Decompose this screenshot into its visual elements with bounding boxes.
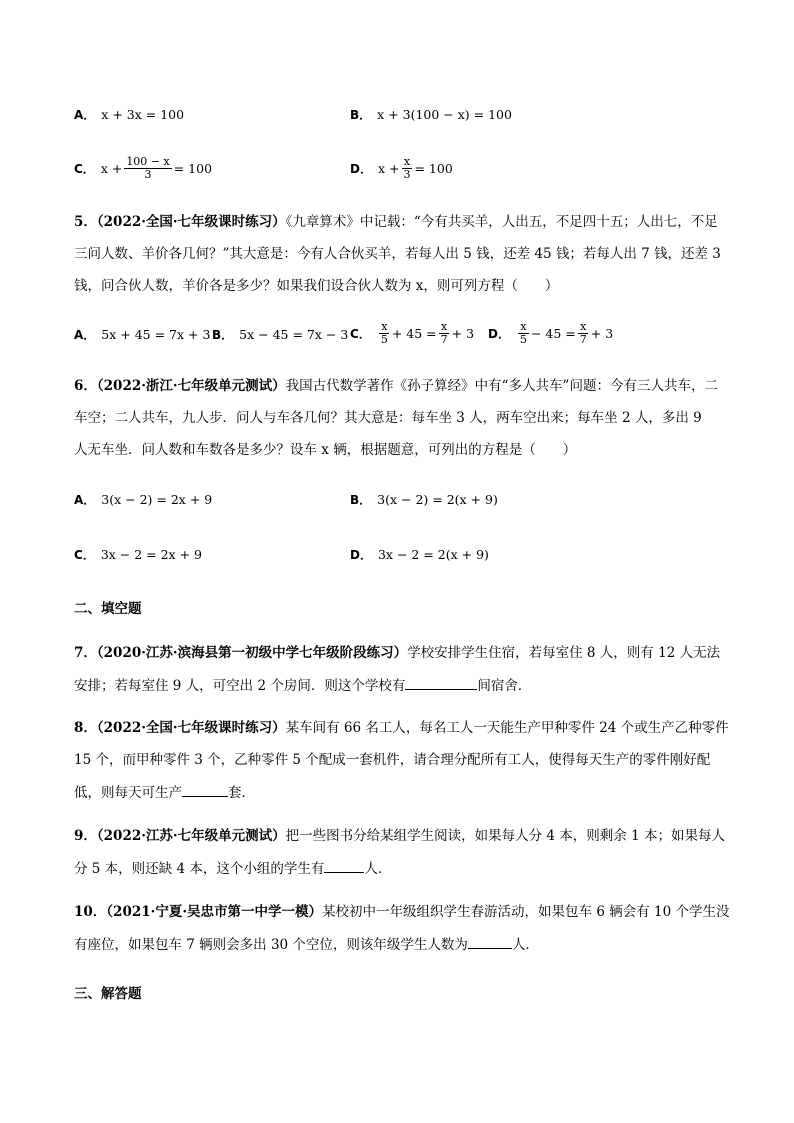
expr-part: + 45 = — [391, 325, 437, 341]
denominator: 3 — [403, 168, 411, 181]
question-source: （2022·江苏·七年级单元测试） — [96, 828, 286, 844]
question-text: 人． — [364, 861, 392, 877]
question-text: 分 5 本，则还缺 4 本，这个小组的学生有 — [74, 861, 325, 877]
question-number: 5． — [74, 214, 97, 230]
fraction — [518, 321, 529, 346]
section-heading-answer: 三、解答题 — [74, 986, 142, 1002]
q5-option-d[interactable] — [488, 321, 613, 346]
answer-blank[interactable] — [468, 934, 512, 949]
q5-option-a[interactable] — [74, 325, 210, 345]
option-expression: 5x − 45 = 7x − 3 — [239, 327, 349, 342]
q8-line-3 — [74, 782, 255, 803]
numerator: x — [580, 320, 587, 333]
question-source: （2022·浙江·七年级单元测试） — [96, 378, 286, 394]
q6-line-1 — [74, 376, 718, 396]
q5-line-1 — [74, 212, 718, 232]
q5-line-2: 三问人数、羊价各几何？”其大意是：今有人合伙买羊，若每人出 5 钱，还差 45 钱；若每人出 7 钱，还差 3 — [74, 246, 721, 262]
expr-part: + 3 — [590, 325, 614, 341]
fraction — [439, 321, 450, 346]
q6-line-2: 车空；二人共车，九人步．问人与车各几何？其大意是：每车坐 3 人，两车空出来；每车坐 2 人，多出 9 — [74, 410, 702, 426]
question-text: 《九章算术》中记载：“今有共买羊，人出五，不足四十五；人出七，不足 — [285, 214, 718, 230]
question-text: 某校初中一年级组织学生春游活动，如果包车 6 辆会有 10 个学生没 — [322, 904, 730, 920]
option-label: C． — [74, 548, 95, 562]
option-expression: 5x + 45 = 7x + 3 — [101, 327, 211, 342]
q7-line-1 — [74, 643, 720, 663]
q8-line-2: 15 个，而甲种零件 3 个，乙种零件 5 个配成一套机件，请合理分配所有工人，使得每天生产的零件刚好配 — [74, 752, 711, 768]
denominator: 7 — [579, 333, 587, 346]
q6-option-d[interactable] — [350, 545, 489, 565]
q6-option-c[interactable] — [74, 545, 202, 565]
numerator: x — [403, 155, 411, 168]
denominator: 7 — [440, 333, 448, 346]
question-number: 8． — [74, 720, 97, 736]
fraction — [379, 321, 390, 346]
q4-option-b[interactable] — [350, 105, 512, 125]
option-label: D． — [350, 161, 372, 176]
answer-blank[interactable] — [324, 858, 364, 873]
expr-part: = 100 — [173, 160, 213, 176]
option-expression: x + 3(100 − x) = 100 — [377, 107, 512, 122]
question-text: 安排；若每室住 9 人，可空出 2 个房间．则这个学校有 — [74, 678, 406, 694]
option-label: C． — [74, 161, 95, 176]
option-label: B． — [350, 108, 372, 122]
question-text: 我国古代数学著作《孙子算经》中有“多人共车”问题：今有三人共车，二 — [285, 378, 718, 394]
q4-option-a[interactable] — [74, 105, 184, 125]
option-label: D． — [488, 326, 510, 341]
question-source: （2022·全国·七年级课时练习） — [96, 214, 286, 230]
question-source: （2022·全国·七年级课时练习） — [96, 720, 286, 736]
option-label: A． — [74, 328, 96, 342]
expr-part: = 100 — [414, 160, 453, 176]
question-number: 6． — [74, 378, 97, 394]
option-expression: 3x − 2 = 2x + 9 — [100, 547, 202, 562]
q5-line-3: 钱，问合伙人数，羊价各是多少？如果我们设合伙人数为 x，则可列方程（ ） — [74, 278, 559, 294]
q8-line-1 — [74, 718, 729, 738]
option-expression: 3(x − 2) = 2(x + 9) — [377, 492, 498, 507]
q10-line-2 — [74, 934, 539, 955]
question-text: 低，则每天可生产 — [74, 785, 182, 801]
option-label: A． — [74, 493, 96, 507]
fraction — [578, 321, 589, 346]
question-source: （2020·江苏·滨海县第一初级中学七年级阶段练习） — [96, 645, 408, 661]
question-text: 有座位，如果包车 7 辆则会多出 30 个空位，则该年级学生人数为 — [74, 937, 468, 953]
expr-part: x + — [100, 160, 123, 176]
q6-line-3: 人无车坐．问人数和车数各是多少？设车 x 辆，根据题意，可列出的方程是（ ） — [74, 442, 577, 458]
q5-option-b[interactable] — [212, 325, 348, 345]
question-source: （2021·宁夏·吴忠市第一中学一模） — [106, 904, 323, 920]
option-label: D． — [350, 548, 372, 562]
q9-line-2 — [74, 858, 391, 879]
question-text: 套． — [228, 785, 255, 801]
answer-blank[interactable] — [405, 675, 477, 690]
expr-part: − 45 = — [530, 325, 576, 341]
denominator: 5 — [380, 333, 388, 346]
q4-option-d[interactable] — [350, 156, 453, 181]
numerator: x — [441, 320, 448, 333]
numerator: x — [520, 320, 527, 333]
option-label: A． — [74, 108, 96, 122]
option-expression — [516, 321, 613, 346]
numerator: 100 − x — [126, 155, 170, 168]
question-number: 7． — [74, 645, 97, 661]
option-expression: 3x − 2 = 2(x + 9) — [377, 547, 489, 562]
expr-part: x + — [377, 160, 400, 176]
denominator: 5 — [519, 333, 527, 346]
option-expression — [378, 156, 453, 181]
fraction — [124, 156, 171, 181]
question-text: 把一些图书分给某组学生阅读，如果每人分 4 本，则剩余 1 本；如果每人 — [285, 828, 725, 844]
question-text: 某车间有 66 名工人，每名工人一天能生产甲种零件 24 个或生产乙种零件 — [285, 720, 729, 736]
q7-line-2 — [74, 675, 531, 696]
denominator: 3 — [144, 168, 152, 181]
q10-line-1 — [74, 902, 729, 922]
q9-line-1 — [74, 826, 725, 846]
question-text: 间宿舍． — [477, 678, 532, 694]
numerator: x — [381, 320, 388, 333]
q6-option-b[interactable] — [350, 490, 498, 510]
option-expression: 3(x − 2) = 2x + 9 — [101, 492, 213, 507]
question-number: 9． — [74, 828, 97, 844]
question-text: 学校安排学生住宿，若每室住 8 人，则有 12 人无法 — [407, 645, 721, 661]
option-label: C． — [350, 326, 371, 341]
section-heading-fill-in: 二、填空题 — [74, 601, 142, 617]
answer-blank[interactable] — [182, 782, 228, 797]
question-number: 10． — [74, 904, 107, 920]
fraction — [401, 156, 412, 181]
option-label: B． — [350, 493, 372, 507]
q6-option-a[interactable] — [74, 490, 212, 510]
option-expression — [101, 156, 212, 181]
question-text: 人． — [511, 937, 539, 953]
expr-part: + 3 — [451, 325, 475, 341]
option-expression — [377, 321, 474, 346]
q4-option-c[interactable] — [74, 156, 212, 181]
q5-option-c[interactable] — [350, 321, 474, 346]
option-expression: x + 3x = 100 — [101, 107, 185, 122]
option-label: B． — [212, 328, 234, 342]
